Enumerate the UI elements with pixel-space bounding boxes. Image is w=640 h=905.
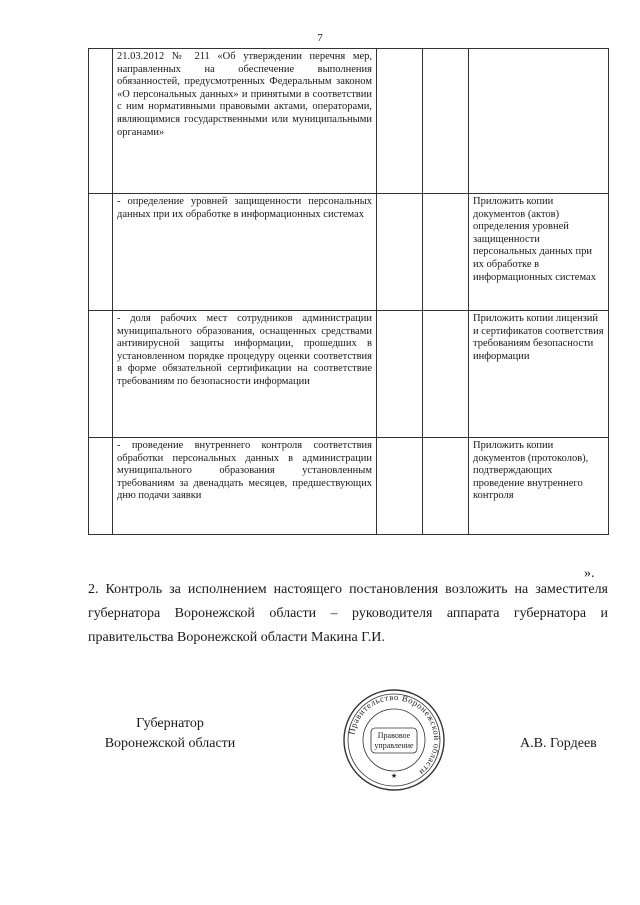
table-cell-empty — [89, 49, 113, 194]
table-cell-empty — [377, 194, 423, 311]
table-cell-description: 21.03.2012 № 211 «Об утверждении перечня мер, направленных на обеспечение выполнения обязанностей, предусмотренных Федеральным законом «О персональных данных» и принятыми в соответствии с ним нормативными правовыми актами, операторами, являющимися государственными или муниципальными органами» — [113, 49, 377, 194]
table-cell-empty — [423, 438, 469, 535]
table-cell-empty — [377, 438, 423, 535]
page-number: 7 — [317, 32, 323, 44]
table-cell-empty — [423, 49, 469, 194]
table-cell-description: - определение уровней защищенности персональных данных при их обработке в информационных системах — [113, 194, 377, 311]
signer-title-line2: Воронежской области — [104, 736, 236, 751]
table-row — [89, 438, 609, 535]
table-cell-note: Приложить копии документов (актов) определения уровней защищенности персональных данных при их обработке в информационных системах — [469, 194, 609, 311]
table-cell-empty — [423, 194, 469, 311]
table-cell-description: - проведение внутреннего контроля соответствия обработки персональных данных в администрации муниципального образования установленным требованиям за двенадцать месяцев, предшествующих дню подачи заявки — [113, 438, 377, 535]
table-cell-note: Приложить копии лицензий и сертификатов соответствия требованиям безопасности информации — [469, 311, 609, 438]
control-paragraph: 2. Контроль за исполнением настоящего постановления возложить на заместителя губернатора Воронежской области – руководителя аппарата губернатора и правительства Воронежской области Макина Г.И. — [88, 582, 608, 645]
table-row — [89, 311, 609, 438]
closing-quote: ». — [584, 566, 595, 581]
table-row — [89, 194, 609, 311]
table-cell-empty — [423, 311, 469, 438]
table-cell-empty — [89, 438, 113, 535]
table-cell-empty — [377, 311, 423, 438]
seal-outer-text: Правительство Воронежской области — [346, 691, 443, 778]
table-cell-empty — [89, 311, 113, 438]
table-cell-note: Приложить копии документов (протоколов), подтверждающих проведение внутреннего контроля — [469, 438, 609, 535]
table-row — [89, 49, 609, 194]
table-cell-empty — [377, 49, 423, 194]
official-seal — [342, 688, 446, 792]
requirements-table — [88, 48, 609, 535]
seal-star-icon: ★ — [390, 772, 398, 780]
signer-title — [80, 714, 260, 754]
seal-inner-line2: управление — [374, 741, 414, 750]
table-cell-empty — [89, 194, 113, 311]
signer-name: А.В. Гордеев — [520, 736, 597, 751]
signer-title-line1: Губернатор — [136, 716, 204, 731]
table-cell-description: - доля рабочих мест сотрудников администрации муниципального образования, оснащенных средствами антивирусной защиты информации, прошедших в установленном порядке процедуру оценки соответствия в форме обязательной сертификации на соответствие требованиям по безопасности информации — [113, 311, 377, 438]
table-cell-note — [469, 49, 609, 194]
seal-inner-line1: Правовое — [377, 731, 411, 740]
